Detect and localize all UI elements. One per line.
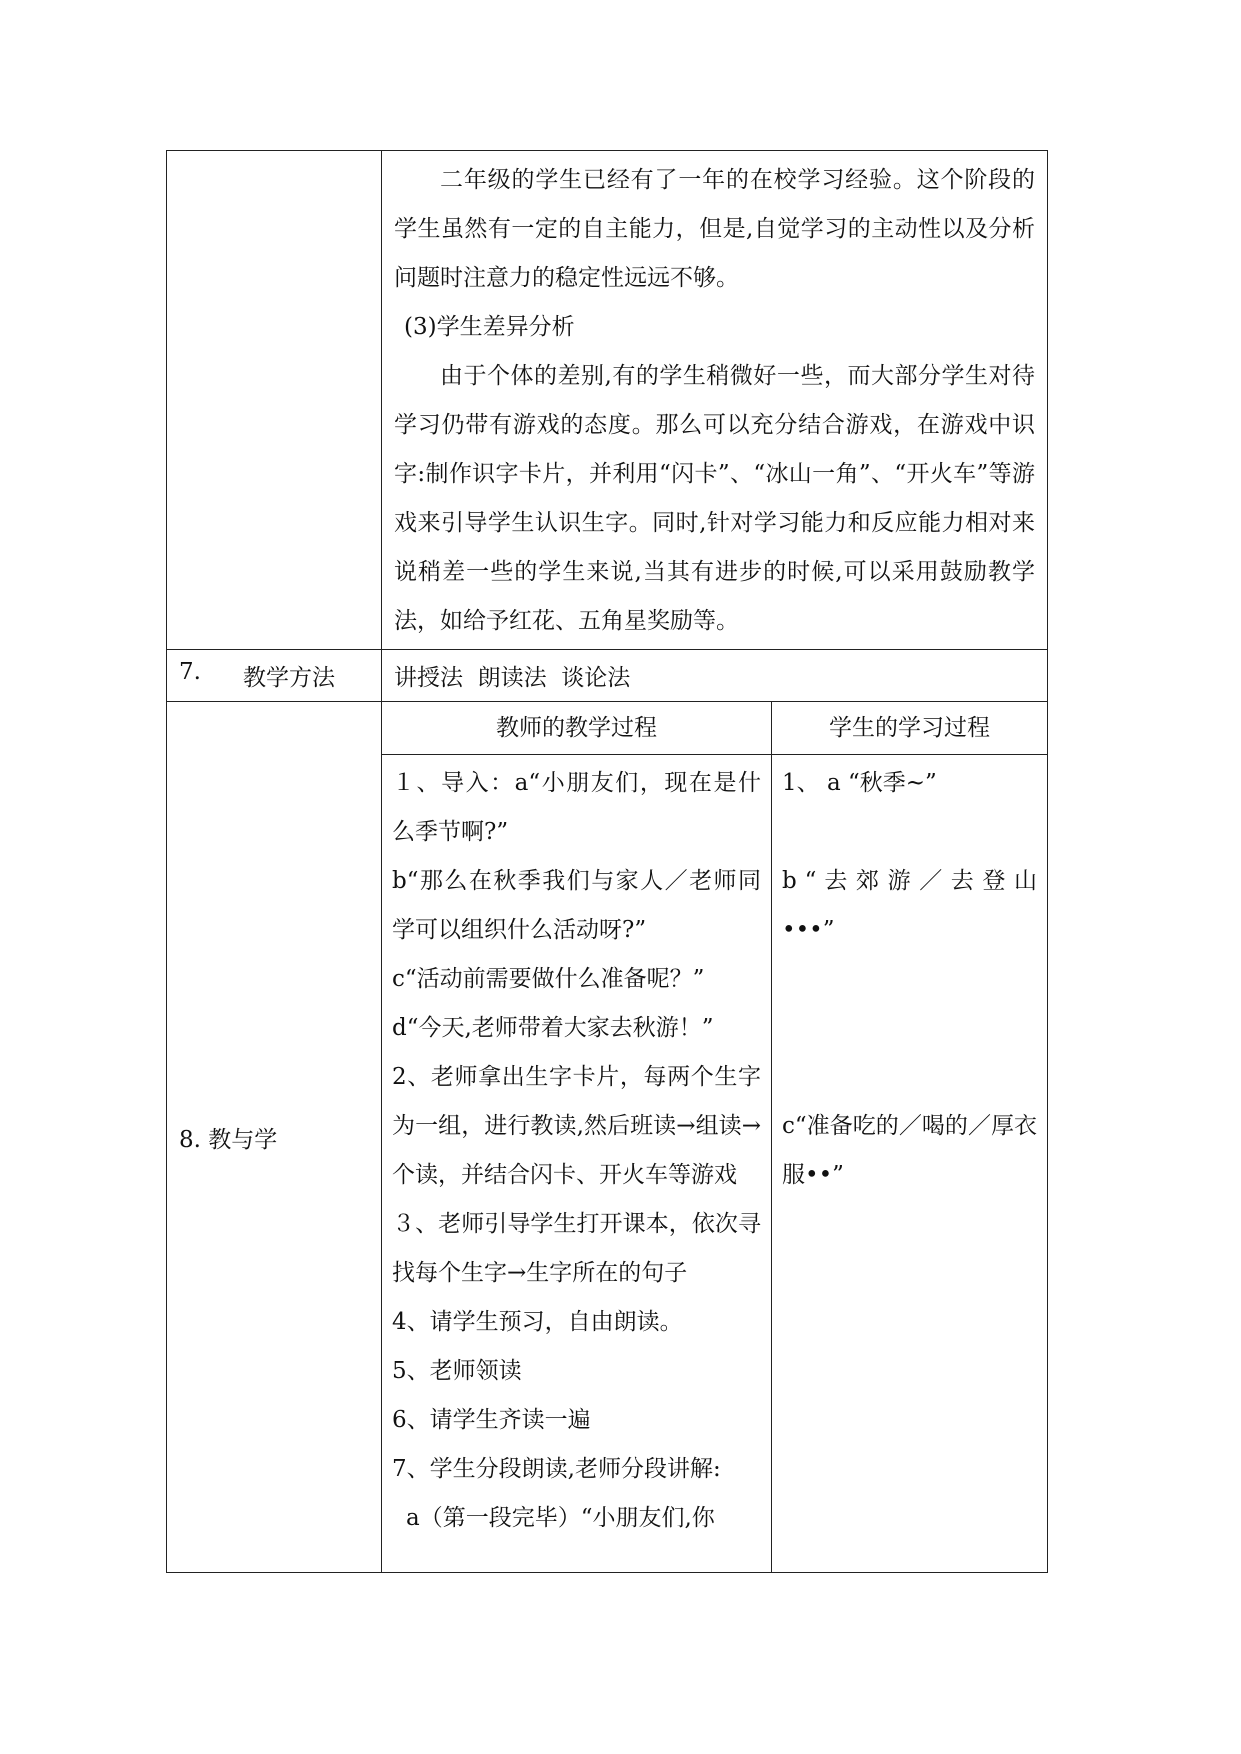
teacher-step: a（第一段完毕）“小朋友们,你 xyxy=(406,1505,715,1531)
student-process-header: 学生的学习过程 xyxy=(772,702,1048,755)
teacher-process-header: 教师的教学过程 xyxy=(382,702,772,755)
teacher-step: 4、请学生预习，自由朗读。 xyxy=(392,1309,683,1335)
student-response: c“准备吃的／喝的／厚衣服••” xyxy=(782,1113,1038,1188)
method-row xyxy=(167,650,1048,702)
teacher-step: 7、学生分段朗读,老师分段讲解: xyxy=(392,1456,721,1482)
teacher-process-cell xyxy=(382,755,772,1573)
analysis-content-cell xyxy=(382,151,1048,650)
student-response: b “ 去 郊 游 ／ 去 登 山•••” xyxy=(782,868,1038,943)
teacher-step: b“那么在秋季我们与家人／老师同学可以组织什么活动呀?” xyxy=(392,868,761,943)
teaching-header-row xyxy=(167,702,1048,755)
method-label-cell xyxy=(167,650,382,702)
method-number: 7. xyxy=(179,659,201,685)
student-process-cell xyxy=(772,755,1048,1573)
lesson-plan-table xyxy=(166,150,1048,1573)
method-value: 讲授法 朗读法 谈论法 xyxy=(382,650,1048,702)
teacher-step: c“活动前需要做什么准备呢？” xyxy=(392,966,705,992)
teacher-step: １、导入：a“小朋友们，现在是什么季节啊?” xyxy=(392,770,761,845)
student-difference-heading: (3)学生差异分析 xyxy=(404,314,575,340)
teacher-step: d“今天,老师带着大家去秋游！” xyxy=(392,1015,714,1041)
analysis-paragraph: 二年级的学生已经有了一年的在校学习经验。这个阶段的学生虽然有一定的自主能力，但是,自觉学习的主动性以及分析问题时注意力的稳定性远远不够。 xyxy=(394,167,1036,291)
method-label: 教学方法 xyxy=(243,665,335,691)
analysis-row xyxy=(167,151,1048,650)
student-difference-paragraph: 由于个体的差别,有的学生稍微好一些，而大部分学生对待学习仍带有游戏的态度。那么可以充分结合游戏，在游戏中识字:制作识字卡片，并利用“闪卡”、“冰山一角”、“开火车”等游戏来引导学生认识生字。同时,针对学习能力和反应能力相对来说稍差一些的学生来说,当其有进步的时候,可以采用鼓励教学法，如给予红花、五角星奖励等。 xyxy=(394,363,1036,634)
analysis-label-cell xyxy=(167,151,382,650)
teacher-step: 5、老师领读 xyxy=(392,1358,522,1384)
teacher-step: 2、老师拿出生字卡片，每两个生字为一组，进行教读,然后班读→组读→个读，并结合闪卡、开火车等游戏 xyxy=(392,1064,761,1188)
teacher-step: ３、老师引导学生打开课本，依次寻找每个生字→生字所在的句子 xyxy=(392,1211,761,1286)
teaching-label-cell: 8. 教与学 xyxy=(167,702,382,1573)
teacher-step: 6、请学生齐读一遍 xyxy=(392,1407,591,1433)
student-response: 1、 a “秋季~” xyxy=(782,770,937,796)
